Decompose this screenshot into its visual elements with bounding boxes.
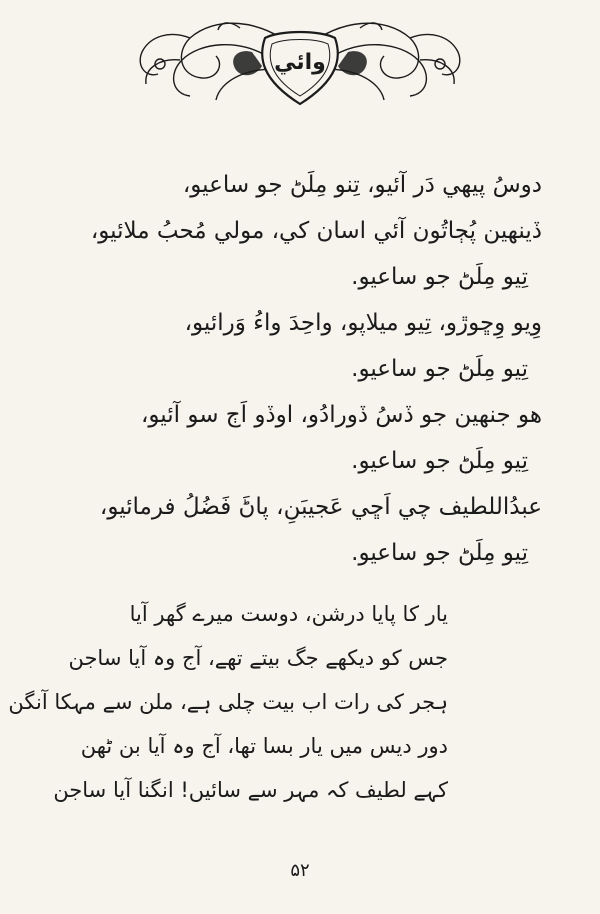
- verse-line: هو جنهين جو ڏسُ ڏورادُو، اوڏو اَڄ سو آئيو،: [140, 402, 542, 428]
- verse-line: عبدُاللطيف چي اَڇي عَجيبَنِ، پاڻَ فَضُلُ فرمائيو،: [99, 494, 542, 520]
- ornamental-header: [120, 8, 480, 116]
- translation-line: ہجر کی رات اب بیت چلی ہے، ملن سے مہکا آنگن: [8, 690, 448, 714]
- translation-line: جس کو دیکھے جگ بیتے تھے، آج وہ آیا ساجن: [68, 646, 448, 670]
- verse-refrain: تِيو مِلَڻ جو ساعيو.: [351, 540, 528, 566]
- verse-line: دوسُ پيهي دَر آئيو، تِنو مِلَڻ جو ساعيو،: [182, 172, 542, 198]
- verse-line: وِيو وِڇوڙو، تِيو ميلاپو، واحِدَ واءُ وَرائيو،: [184, 310, 542, 336]
- translation-line: دور دیس میں یار بسا تھا، آج وہ آیا بن ٹھن: [80, 734, 448, 758]
- poem-title: وائي: [274, 50, 326, 75]
- verse-refrain: تِيو مِلَڻ جو ساعيو.: [351, 448, 528, 474]
- urdu-translation: [8, 592, 448, 812]
- sindhi-verse: [52, 162, 542, 576]
- verse-refrain: تِيو مِلَڻ جو ساعيو.: [351, 356, 528, 382]
- translation-line: یار کا پایا درشن، دوست میرے گھر آیا: [129, 602, 448, 626]
- verse-line: ڏينهين پُڄاتُون آئي اسان کي، مولي مُحبُ ملائيو،: [90, 218, 542, 244]
- verse-refrain: تِيو مِلَڻ جو ساعيو.: [351, 264, 528, 290]
- translation-line: کہے لطیف کہ مہر سے سائیں! انگنا آیا ساجن: [53, 778, 448, 802]
- page-number: ۵۲: [290, 860, 310, 881]
